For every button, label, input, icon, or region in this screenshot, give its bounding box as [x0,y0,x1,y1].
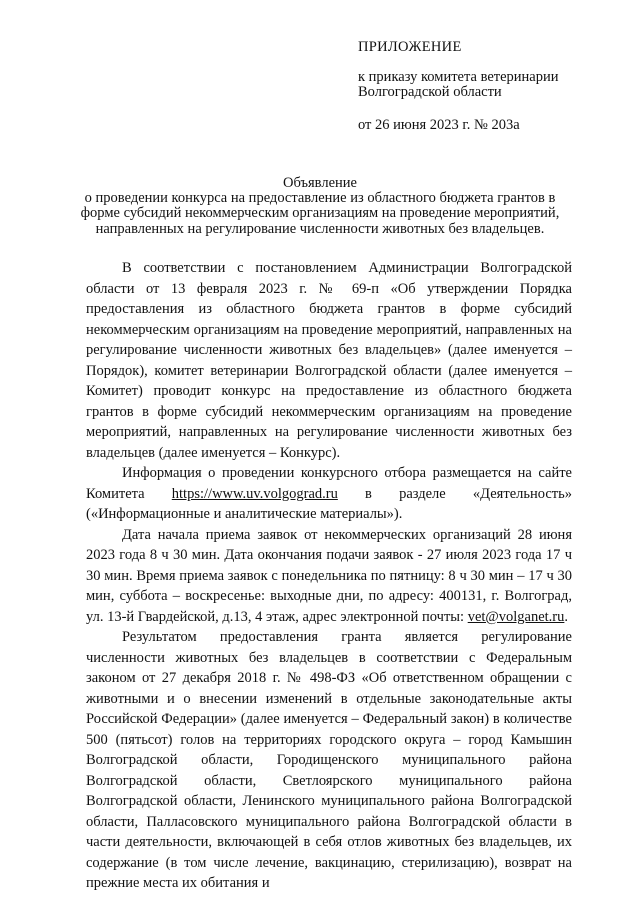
appendix-region-line: Волгоградской области [358,84,502,100]
email-link[interactable]: vet@volganet.ru [467,608,565,625]
appendix-order-line: к приказу комитета ветеринарии [358,69,559,85]
appendix-date: от 26 июня 2023 г. № 203а [358,117,520,133]
paragraph-grant-result: Результатом предоставления гранта является регулирование численности животных без владельцев в соответствии с Федеральным законом от 27 декабря 2018 г. № 498-ФЗ «Об ответственном обращении с животными и о внесении изменений в отдельные законодательные акты Российской Федерации» (далее именуется – Федеральный закон) в количестве 500 (пятьсот) голов на территориях городского округа – город Камышин Волгоградской области, Городищенского муниципального района Волгоградской области, Светлоярского муниципального района Волгоградской области, Ленинского муниципального района Волгоградской области, Палласовского муниципального района Волгоградской области в части деятельности, включающей в себя отлов животных без владельцев, их содержание (в том числе лечение, вакцинацию, стерилизацию), возврат на прежние места их обитания и [86,629,572,891]
appendix-block [358,40,608,133]
website-info-text: Информация о проведении конкурсного отбора размещается на сайте Комитета [86,465,572,502]
application-dates-end: . [564,608,569,625]
website-section-text: в разделе «Деятельность» («Информационные и аналитические материалы»). [86,485,572,522]
paragraph-website-info [86,463,572,525]
announcement-header [78,176,562,237]
announcement-subtitle: о проведении конкурса на предоставление из областного бюджета грантов в форме субсидий некоммерческим организациям на проведение мероприятий, направленных на регулирование численности животных без владельцев. [80,190,560,237]
website-link[interactable]: https://www.uv.volgograd.ru [171,485,338,502]
application-dates-text: Дата начала приема заявок от некоммерческих организаций 28 июня 2023 года 8 ч 30 мин. Дата окончания подачи заявок - 27 июля 2023 года 17 ч 30 мин. Время приема заявок с понедельника по пятницу: 8 ч 30 мин – 17 ч 30 мин, суббота – воскресенье: выходные дни, по адресу: 400131, г. Волгоград, ул. 13-й Гвардейской, д.13, 4 этаж, адрес электронной почты: [86,526,572,625]
paragraph-legal-basis: В соответствии с постановлением Администрации Волгоградской области от 13 февраля 2023 г. № 69-п «Об утверждении Порядка предоставления из областного бюджета грантов в форме субсидий некоммерческим организациям на проведение мероприятий, направленных на регулирование численности животных без владельцев» (далее именуется – Порядок), комитет ветеринарии Волгоградской области (далее именуется – Комитет) проводит конкурс на предоставление из областного бюджета грантов в форме субсидий некоммерческим организациям на проведение мероприятий, направленных на регулирование численности животных без владельцев (далее именуется – Конкурс). [86,260,572,461]
announcement-title: Объявление [283,175,357,191]
document-body [86,258,572,894]
paragraph-application-dates [86,525,572,628]
appendix-title: ПРИЛОЖЕНИЕ [358,39,462,55]
